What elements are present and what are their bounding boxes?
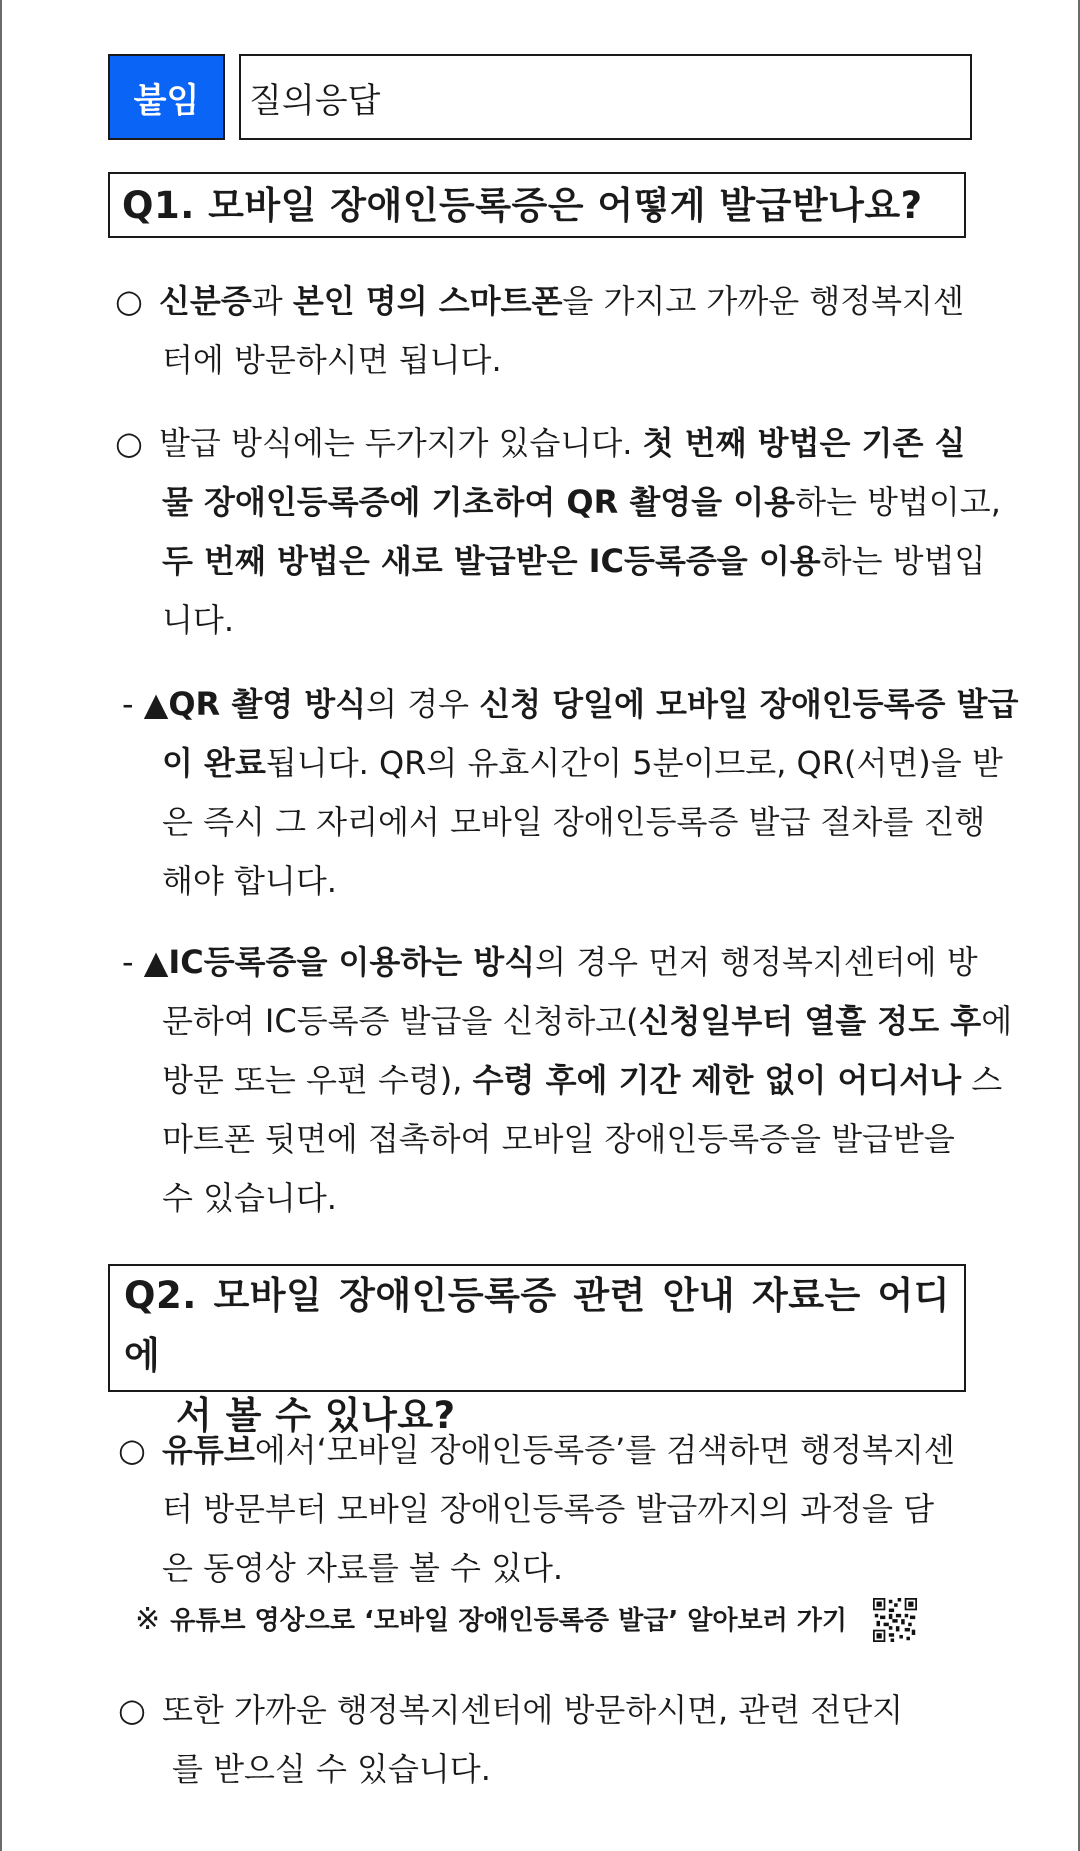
question-1-text: Q1. 모바일 장애인등록증은 어떻게 발급받나요? — [122, 184, 923, 227]
triangle-marker: - ▲ — [122, 943, 169, 981]
question-1-box — [108, 172, 966, 238]
attachment-title: 질의응답 — [239, 54, 972, 140]
circle-bullet: ○ — [118, 1431, 146, 1469]
circle-bullet: ○ — [115, 424, 143, 462]
circle-bullet: ○ — [115, 282, 143, 320]
page-border-left — [0, 0, 2, 1851]
attachment-badge: 붙임 — [108, 54, 225, 140]
question-2-line-2: 서 볼 수 있나요? — [176, 1394, 456, 1437]
attachment-header — [108, 54, 972, 142]
circle-bullet: ○ — [118, 1691, 146, 1729]
youtube-note-text: 유튜브 영상으로 ‘모바일 장애인등록증 발급’ 알아보러 가기 — [170, 1606, 847, 1636]
question-2-box — [108, 1264, 966, 1437]
reference-mark: ※ — [135, 1602, 161, 1637]
qr-code-icon[interactable] — [873, 1598, 917, 1642]
question-2-line-1: Q2. 모바일 장애인등록증 관련 안내 자료는 어디에 — [124, 1274, 950, 1377]
youtube-note — [135, 1597, 847, 1644]
triangle-marker: - ▲ — [122, 685, 169, 723]
